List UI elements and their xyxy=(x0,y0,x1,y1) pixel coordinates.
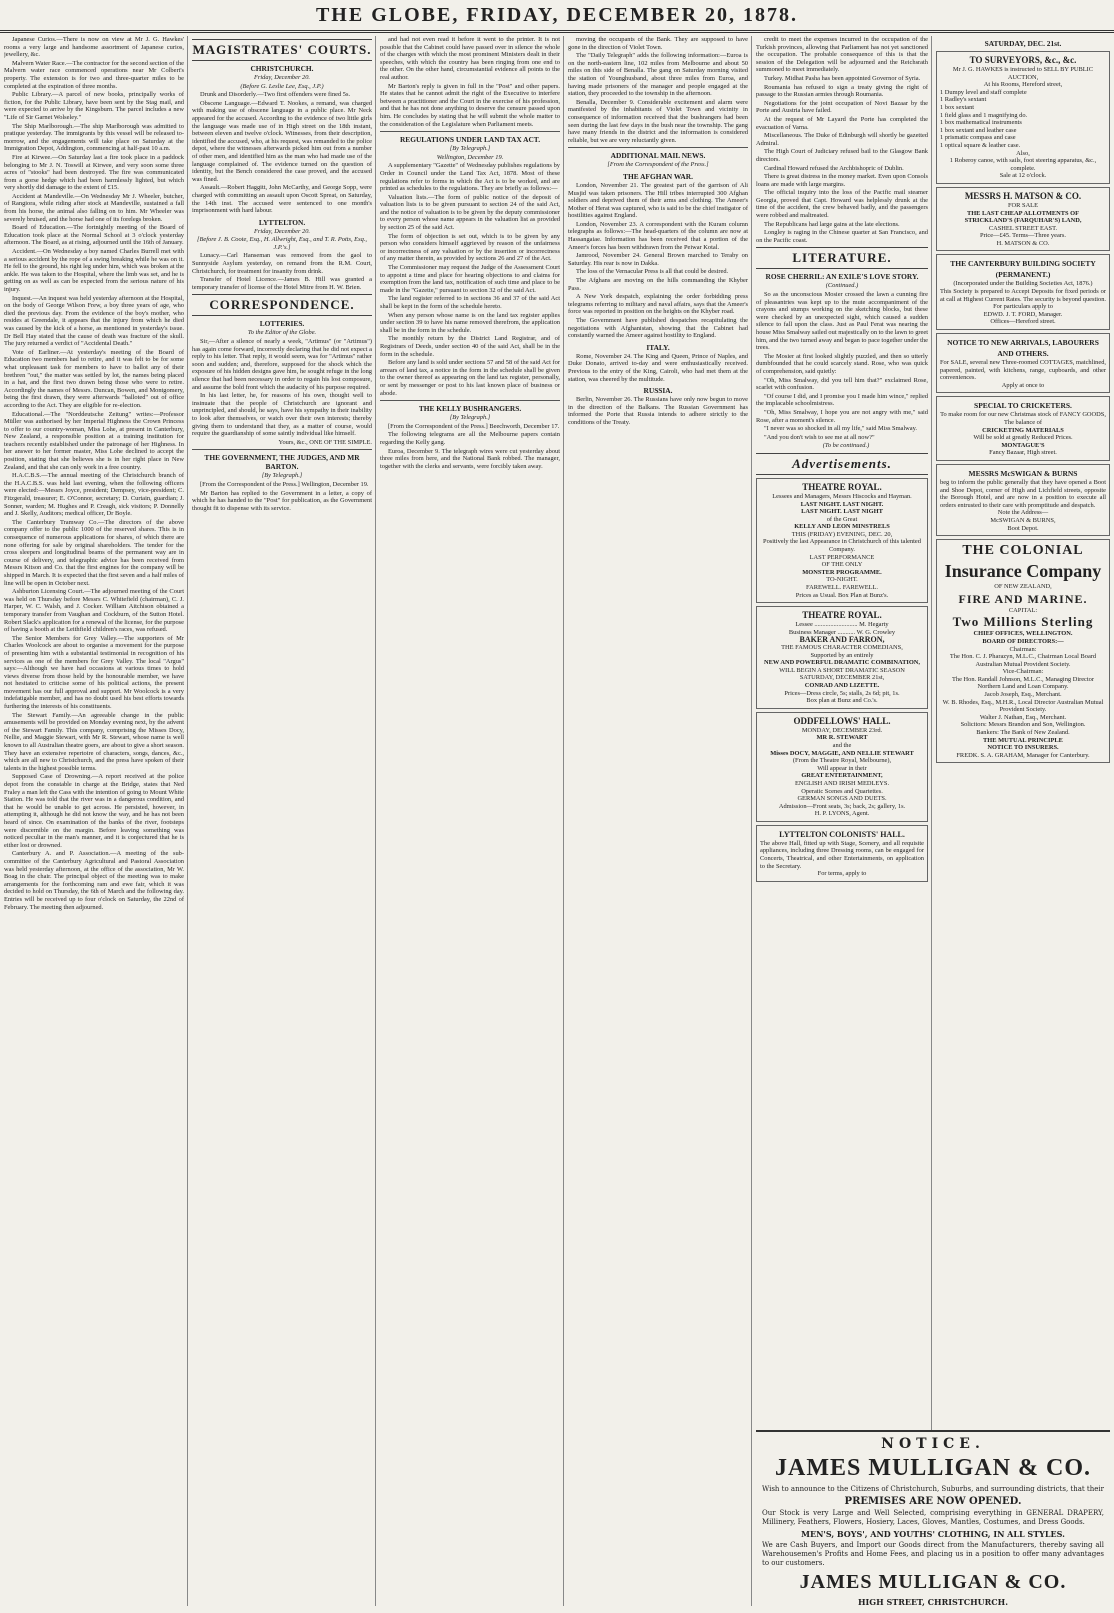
ad-line: 1 optical square & leather case. xyxy=(940,141,1021,149)
ad-line: and the xyxy=(832,741,852,749)
news-paragraph: The loss of the Vernacular Press is all that could be desired. xyxy=(576,268,729,276)
news-paragraph: Inquest.—An inquest was held yesterday afternoon at the Hospital, on the body of George Wilson Frew, a boy three years of age, who died the previous day. From the evidence of the boy's mother, who resides at Greendale, it appears that the injury from which he died was caused by the kick of a horse, as mentioned in yesterday's issue. Dr Bell Hay stated that the cause of death was fracture of the skull. The jury returned a verdict of "Accidental Death." xyxy=(4,294,184,348)
sub-heading: LYTTELTON. xyxy=(258,217,306,227)
ad-line: Business Manager ........... W. G. Crowley xyxy=(788,628,896,636)
sub-heading: THE GOVERNMENT, THE JUDGES, AND MR BARTON. xyxy=(204,453,360,472)
masthead: THE GLOBE, FRIDAY, DECEMBER 20, 1878. xyxy=(0,0,1114,33)
ad-line: THE LAST CHEAP ALLOTMENTS OF xyxy=(966,209,1080,217)
ad-line: Supported by an entirely xyxy=(810,651,874,659)
cricketers-ad xyxy=(936,396,1110,461)
column-6 xyxy=(936,36,1110,1426)
byline: [From the Correspondent of the Press.] xyxy=(607,161,709,169)
ad-line: BAKER AND FARRON, xyxy=(799,635,885,645)
ad-line: Chairman: xyxy=(1009,645,1037,653)
divider xyxy=(380,400,560,401)
ad-line: The above Hall, fitted up with Stage, Scenery, and all requisite appliances, including three Dressing rooms, can be engaged for Concerts, Theatrical, and other Entertainments, on application to the Secretary. xyxy=(760,839,924,870)
ad-line: THIS (FRIDAY) EVENING, DEC. 20, xyxy=(791,530,893,538)
ad-line: 1 Radley's sextant xyxy=(940,96,987,104)
news-paragraph: credit to meet the expenses incurred in the occupation of the Turkish provinces, allowing that Parliament has not yet sanctioned the occupation. The probable consequence of this is that the session of the Delegation will be adjourned and the Reichsrath summoned to meet immediately. xyxy=(756,36,928,74)
ad-line: H. MATSON & CO. xyxy=(996,239,1050,247)
ad-title: MESSRS H. MATSON & CO. xyxy=(964,190,1082,201)
surveyors-auction-ad xyxy=(936,51,1110,184)
ad-line: Will be sold at greatly Reduced Prices. xyxy=(973,434,1073,442)
bench-line: (Before G. Leslie Lee, Esq., J.P.) xyxy=(240,82,324,90)
ad-line: THE FAMOUS CHARACTER COMEDIANS, xyxy=(781,644,903,651)
dateline: Wellington, December 19. xyxy=(436,153,504,161)
ad-line: McSWIGAN & BURNS, xyxy=(990,516,1056,524)
ad-line: Misses DOCY, MAGGIE, AND NELLIE STEWART xyxy=(770,749,914,757)
ad-line: Jacob Joseph, Esq., Merchant. xyxy=(984,691,1062,699)
news-paragraph: Public Library.—A parcel of new books, principally works of fiction, for the Public Library, have been sent by the Stag mail, and were expected to arrive by the Kingsburn. The parcel includes a new "Life of Sir Garnet Wolseley." xyxy=(4,91,184,121)
ad-firm-name: JAMES MULLIGAN & CO. xyxy=(774,1455,1091,1481)
column-2 xyxy=(192,36,372,1604)
theatre-royal-ad xyxy=(756,478,928,603)
news-paragraph: Canterbury A. and P. Association.—A meeting of the sub-committee of the Canterbury Agricultural and Pastoral Association was held yesterday afternoon, at the office of the association, Mr W. Boag in the chair. The principal object of the meeting was to make arrangements for the forthcoming ram and ewe fair, which it was decided to hold on Thursday, the 6th of March and the following day. Entries will be received up to four o'clock on Saturday, the 22nd of February. The meeting then adjourned. xyxy=(4,850,184,911)
column-rule xyxy=(375,36,376,1606)
dateline: Friday, December 20. xyxy=(253,74,311,81)
story-paragraph: "I never was so shocked in all my life," said Miss Smalway. xyxy=(764,425,918,433)
ad-clothing: MEN'S, BOYS', AND YOUTHS' CLOTHING, IN ALL STYLES. xyxy=(801,1529,1065,1539)
theatre-royal-ad-2 xyxy=(756,606,928,709)
ad-line: OF NEW ZEALAND, xyxy=(994,583,1052,591)
ad-title: THEATRE ROYAL. xyxy=(802,481,882,492)
letter-signature: Yours, &c., ONE OF THE SIMPLE. xyxy=(278,438,372,446)
ad-line: Mr J. G. HAWKES is instructed to SELL BY PUBLIC AUCTION, xyxy=(952,66,1094,81)
ad-line: (From the Theatre Royal, Melbourne), xyxy=(792,757,892,765)
news-paragraph: Educational.—The "Norddeutsche Zeitung" writes:—Professor Müller was authorised by her Imperial Highness the Crown Princess to offer to our country-woman, Miss Lohe, at present in Canterbury, New Zealand, a responsible position at a training institution for teachers recently established under the patronage of her Highness. In her answer to her former master, Miss Lohe declined to accept the position, stating that she believes she is in her right place in New Zealand, and that she can only work in a free country. xyxy=(4,410,184,471)
news-paragraph: The "Daily Telegraph" adds the following information:—Euroa is on the north-eastern line, 102 miles from Melbourne and about 50 miles on this side of Benalla. The gang on Saturday morning visited the station of Younghusband, about three miles from Euroa, and having made prisoners of the manager and people engaged at the station, they proceeded to the township in the afternoon. xyxy=(568,52,748,98)
story-paragraph: "Of course I did, and I promise you I made him wince," replied the implacable schoolmistress. xyxy=(756,392,928,408)
news-paragraph: [From the Correspondent of the Press.] Beechworth, December 17. xyxy=(388,422,560,430)
news-paragraph: moving the occupants of the Bank. They are supposed to have gone in the direction of Violet Town. xyxy=(568,36,748,51)
news-paragraph: When any person whose name is on the land tax register applies under section 39 to have his name removed therefrom, the application shall be in the form in the schedule. xyxy=(380,311,560,334)
ad-notice-heading: NOTICE. xyxy=(881,1436,985,1452)
divider xyxy=(192,449,372,450)
ad-line: of the Great xyxy=(826,515,858,523)
ad-line: For terms, apply to xyxy=(817,870,867,878)
news-paragraph: A supplementary "Gazette" of Wednesday publishes regulations by Order in Council under the Land Tax Act, 1878. Most of these regulations refer to forms in which the Act is to be worked, and are printed as schedules to the regulations. They are briefly as follows:— xyxy=(380,162,560,193)
news-paragraph: There is great distress in the money market. Even upon Consols loans are made with large margins. xyxy=(756,173,928,188)
ad-line: CHIEF OFFICES, WELLINGTON. xyxy=(973,630,1073,638)
salutation: To the Editor of the Globe. xyxy=(247,329,317,337)
news-paragraph: Vote of Earliner.—At yesterday's meeting of the Board of Education two members had to retire, and it was felt to be for some what unpleasant task for members to have to ballot any of their brethren "out," the matter was settled by lot, the names being placed in a hat, and the first two drawn being those who were to retire. Accordingly the names of Messrs. Duncan, Bowen, and Montgomery, being the first drawn, they were afterwards "balloted" out of office according to the Act. They are eligible for re-election. xyxy=(4,348,184,409)
news-paragraph: Longley is raging in the Chinese quarter at San Francisco, and on the Pacific coast. xyxy=(756,229,928,244)
ad-line: Lessee ........................... M. Hegarty xyxy=(795,621,889,629)
ad-title: LYTTELTON COLONISTS' HALL. xyxy=(779,829,905,839)
building-society-ad xyxy=(936,254,1110,330)
ad-title: ODDFELLOWS' HALL. xyxy=(793,715,891,726)
section-heading: MAGISTRATES' COURTS. xyxy=(192,39,372,61)
column-rule xyxy=(931,36,932,1606)
ad-line: W. B. Rhodes, Esq., M.H.R., Local Director Australian Mutual Provident Society. xyxy=(942,698,1104,714)
news-paragraph: Mr Barton has replied to the Government in a letter, a copy of which he has handed to the "Post" for publication, as the Government thought fit to dispense with its service. xyxy=(192,489,372,512)
ad-title: SPECIAL TO CRICKETERS. xyxy=(974,401,1072,411)
ad-line: Solicitors: Messrs Brandon and Son, Wellington. xyxy=(960,721,1086,729)
sub-heading: ADDITIONAL MAIL NEWS. xyxy=(610,151,706,161)
news-paragraph: Turkey. Midhat Pasha has been appointed Governor of Syria. xyxy=(764,74,921,82)
ad-line: MONTAGUE'S xyxy=(1001,441,1045,449)
ad-line: 1 prismatic compass and case xyxy=(940,134,1016,142)
news-paragraph: Ashburton Licensing Court.—The adjourned meeting of the Court was held on Thursday before Messrs C. Whitefield (chairman), C. J. Harper, W. C. Walsh, and J. Cocker. William Aitchison obtained a temporary transfer from Vaughan and Cockburn, of the Sutton Hotel. Robert Slack's application for a renewal of the license, for the purpose of having a booth at the Leithfield children's races, was refused. xyxy=(4,588,184,634)
ad-line: TO-NIGHT. xyxy=(826,576,858,584)
news-paragraph: The High Court of Judiciary refused bail to the Glasgow Bank directors. xyxy=(756,148,928,163)
column-rule xyxy=(187,36,188,1606)
ad-line: MONSTER PROGRAMME. xyxy=(802,568,882,576)
ad-line: WILL BEGIN A SHORT DRAMATIC SEASON xyxy=(779,666,905,674)
story-paragraph: "Oh, Miss Smalway, I hope you are not angry with me," said Rose, after a moment's silence. xyxy=(756,408,928,424)
ad-line: Sale at 12 o'clock. xyxy=(999,172,1047,180)
letter-paragraph: Sir,—After a silence of nearly a week, "Artimus" (or "Artimus") has again come forward, incorrectly declaring that he did not expect a reply to his letter. That reply, it would seem, was for "Artimus" rather soon and sudden; and, therefore, supposed for the shock which the exposure of his hidden designs gave him, he sought refuge in the long silence that had been necessary in order to regain his lost composure, and assume the bold front which the audacity of his purpose required. xyxy=(192,338,372,391)
ad-firm-name-footer: JAMES MULLIGAN & CO. xyxy=(799,1571,1067,1593)
news-paragraph: At the request of Mr Layard the Porte has completed the evacuation of Varna. xyxy=(756,115,928,131)
ad-line: EDWD. J. T. FORD, Manager. xyxy=(983,310,1063,318)
story-title: ROSE CHERRIL: AN EXILE'S LOVE STORY. xyxy=(765,272,919,282)
ad-line: NOTICE TO INSURERS. xyxy=(987,744,1059,752)
dateline: Friday, December 20. xyxy=(253,227,311,235)
ad-line: The Hon. Randall Johnson, M.L.C., Managing Director Northern Land and Loan Company. xyxy=(952,675,1094,691)
news-paragraph: Accident at Mandeville.—On Wednesday Mr J. Wheeler, butcher, of Rangiora, while riding after stock at Mandeville, sustained a fall from his horse, the animal also falling on to him. Mr Wheeler was severely bruised, and the horse had one of its forelegs broken. xyxy=(4,192,184,223)
news-paragraph: The monthly return by the District Land Registrar, and of Registrars of Deeds, under section 40 of the said Act, shall be in the form in the schedule. xyxy=(380,335,560,358)
ad-line: Walter J. Nathan, Esq., Merchant. xyxy=(979,713,1067,721)
ad-line: THE MUTUAL PRINCIPLE xyxy=(983,736,1063,744)
ad-line: For particulars apply to xyxy=(993,303,1053,311)
news-paragraph: and had not even read it before it went to the printer. It is not possible that the Cabinet could have passed over in silence the whole of the charges with which the most prominent Ministers dealt in their speeches, with which the country has been ringing from one end to the other. On the other hand, circumstantial evidence all points to the real author. xyxy=(380,36,560,81)
ad-line: The Hon. C. J. Pharazyn, M.L.C., Chairman Local Board Australian Mutual Provident Society. xyxy=(949,653,1097,668)
ad-line: Admission—Front seats, 3s; back, 2s; gallery, 1s. xyxy=(778,802,906,810)
news-paragraph: Roumania has refused to sign a treaty giving the right of passage to the Russian armies through Roumania. xyxy=(756,83,928,99)
story-paragraph: "Oh, Miss Smalway, did you tell him that?" exclaimed Rose, scarlet with confusion. xyxy=(756,376,928,392)
news-paragraph: Transfer of Hotel Licence.—James B. Hill was granted a temporary transfer of license of the Hotel Mitre from H. W. Brien. xyxy=(192,276,372,291)
byline: [By Telegraph.] xyxy=(449,145,491,153)
ad-line: H. P. LYONS, Agent. xyxy=(814,810,870,818)
ad-line: 1 Roberoy canoe, with sails, foot steering apparatus, &c., complete. xyxy=(949,157,1097,172)
ad-line: 1 box mathematical instruments xyxy=(940,119,1022,127)
ad-line: Vice-Chairman: xyxy=(1002,668,1044,676)
ad-line: Price—£45. Terms—Three years. xyxy=(979,232,1067,240)
news-paragraph: The Stewart Family.—An agreeable change in the public amusements will be provided on Monday evening next, by the advent of the Stewart Family. This company, comprising the Misses Docy, Nellie, and Maggie Stewart, with Mr R. Stewart, whose name is well known to all Australian theatre goers, are about to give a short season. They have an extensive repertoire of characters, songs, dances, &c., which are all new to Christchurch, and the press have spoken of their talents in the highest possible terms. xyxy=(4,711,184,772)
colonists-hall-ad xyxy=(756,825,928,882)
ad-line: FAREWELL. FAREWELL. xyxy=(806,584,878,592)
bench-line: [Before J. B. Coote, Esq., H. Allwright, Esq., and T. R. Potts, Esq., J.P.'s.] xyxy=(197,236,367,251)
sub-heading: THE AFGHAN WAR. xyxy=(623,171,693,181)
ad-line: CASHEL STREET EAST. xyxy=(988,224,1058,232)
ad-title: MESSRS McSWIGAN & BURNS xyxy=(968,468,1078,478)
news-paragraph: The Ship Marlborough.—The ship Marlborough was admitted to pratique yesterday. The immigrants by this vessel will be released to-morrow, and the engagements will take place on Saturday at the Immigration Depot, Addington, commencing at half-past 10 a.m. xyxy=(4,122,184,153)
news-paragraph: Euroa, December 9. The telegraph wires were cut yesterday about three miles from here, and the National Bank robbed. The manager, together with the clerks and servants, were forcibly taken away. xyxy=(380,447,560,470)
ad-line: CONRAD AND LIZETTE. xyxy=(804,681,880,689)
column-rule xyxy=(563,36,564,1606)
ad-line: This Society is prepared to Accept Deposits for fixed periods or at call at Highest Current Rates. The security is beyond question. xyxy=(940,288,1107,303)
ad-line: For SALE, several new Three-roomed COTTAGES, matchlined, papered, painted, with kitchens, range, cupboards, and other conveniences. xyxy=(940,359,1106,382)
news-paragraph: The official inquiry into the loss of the Pacific mail steamer Georgia, proved that Capt. Howard was helplessly drunk at the time of the accident, the crew behaved badly, and the passengers were robbed and maltreated. xyxy=(756,189,928,220)
ad-line: KELLY AND LEON MINSTRELS xyxy=(794,523,890,531)
ad-line: At his Rooms, Hereford street, xyxy=(983,81,1063,89)
ad-line: FOR SALE xyxy=(1007,201,1038,209)
ad-line: The balance of xyxy=(1004,419,1042,426)
news-paragraph: Berlin, November 26. The Russians have only now begun to move in the direction of the Balkans. The Russian Government has informed the Porte that Russia intends to adhere strictly to the conditions of the Treaty. xyxy=(568,396,748,426)
ad-line: Boot Depot. xyxy=(1007,524,1039,532)
ad-title: NOTICE TO NEW ARRIVALS, LABOURERS AND OTHERS. xyxy=(947,338,1099,359)
news-paragraph: Japanese Curios.—There is now on view at Mr J. G. Hawkes' rooms a very large and handsome assortment of Japanese curios, jewellery, &c. xyxy=(4,36,184,59)
oddfellows-hall-ad xyxy=(756,712,928,822)
news-paragraph: The form of objection is set out, which is to be given by any person who considers himself aggrieved by reason of the unfairness or incorrectness of any valuation or by the insertion or incorrectness of any matter therein, as provided by sections 26 and 27 of the Act. xyxy=(380,232,560,263)
ad-line: We are Cash Buyers, and Import our Goods direct from the Manufacturers, thereby saving all Warehousemen's Profits and Home Fees, and placing us in a position to offer many advantages to our customers. xyxy=(762,1541,1104,1567)
story-paragraph: So as the unconscious Mosier crossed the lawn a cunning fire of pleasantries was kept up to the mute accompaniment of the crayons and stumps working on the sketching blocks, but these were checked by an unexpected sight, which caused a sudden silence to fall upon the class. Just as Paul Ferat was nearing the house Miss Smalway sailed out majestically on to the lawn to greet him, and the two turned away and began to pace together under the trees. xyxy=(756,291,928,352)
ad-title: TO SURVEYORS, &c., &c. xyxy=(969,55,1077,65)
news-paragraph: Jamrood, November 24. General Brown marched to Teraby on Saturday. His rear is now in Dakka. xyxy=(568,252,748,267)
ad-line: 1 field glass and 1 magnifying do. xyxy=(940,111,1028,119)
news-paragraph: Cardinal Howard refused the Archbishopric of Dublin. xyxy=(764,164,904,172)
ad-line: OF THE ONLY xyxy=(821,561,863,569)
story-continued-note: (To be continued.) xyxy=(822,442,870,450)
news-paragraph: Obscene Language.—Edward T. Nookes, a remand, was charged with making use of obscene language in a public place. Mr Neck appeared for the accused. According to the evidence of two little girls the language was made use of in High street on the 18th instant, between eleven and twelve o'clock. Witnesses, from their description, identified the accused, who, at his request, was remanded to the police depot, where the witnesses afterwards picked him out from a number of other men, and identified him as the man who had made use of the language complained of. The evidence turned on the question of identity, but the Bench considered the case proved, and the accused was fined. xyxy=(192,99,372,183)
news-paragraph: Miscellaneous. The Duke of Edinburgh will shortly be gazetted Admiral. xyxy=(756,132,928,147)
sub-heading: REGULATIONS UNDER LAND TAX ACT. xyxy=(399,135,541,145)
column-rule xyxy=(751,36,752,1606)
ad-line: LAST NIGHT. LAST NIGHT. xyxy=(800,500,884,508)
ad-line: MR R. STEWART xyxy=(816,734,868,742)
ad-line: MONDAY, DECEMBER 23rd. xyxy=(801,726,883,734)
ad-line: To make room for our new Christmas stock of FANCY GOODS, xyxy=(940,411,1106,419)
news-paragraph: Valuation lists.—The form of public notice of the deposit of valuation lists is to be given pursuant to section 24 of the said Act, and the notice of valuation is to be given by the deputy commissioner to every person whose name appears in the valuation list as provided by section 25 of the said Act. xyxy=(380,193,560,232)
advertisements-heading: Advertisements. xyxy=(756,453,928,475)
cottages-ad xyxy=(936,333,1110,393)
news-paragraph: Benalla, December 9. Considerable excitement and alarm were manifested by the inhabitants of Violet Town and vicinity in consequence of information received that the bushrangers had been seen during the last few days in the bush near the township. The gang have many friends in the district and the information is considered reliable, but we are very reluctantly given. xyxy=(568,98,748,144)
ad-capital: Two Millions Sterling xyxy=(952,614,1094,630)
news-paragraph: The Government have published despatches recapitulating the negotiations with Afghanistan, showing that the Cabinet had constantly warned the Ameer against hostility to England. xyxy=(568,317,748,340)
news-paragraph: Malvern Water Race.—The contractor for the second section of the Malvern water race commenced operations near Mr Colbert's property. The extension is for two and three-quarter miles to be completed at the expiration of three months. xyxy=(4,59,184,90)
ad-line: Positively the last Appearance in Christchurch of this talented Company. xyxy=(763,538,921,554)
ad-premises: PREMISES ARE NOW OPENED. xyxy=(844,1496,1022,1507)
sub-heading: THE KELLY BUSHRANGERS. xyxy=(418,404,522,414)
ad-line: Offices—Hereford street. xyxy=(990,318,1056,326)
news-paragraph: The Canterbury Tramway Co.—The directors of the above company offer to the public 1000 of the reserved shares. This is in consequence of numerous applications for shares, of which there are none offering for sale by original shareholders. The tender for the cross sleepers and longitudinal beams of the permanent way are in course of delivery, and telegraphic advice has been received from Messrs Kitson and Co. that the first engines for the company will be shipped in March. It is expected that the first seven and a half miles of line will be open in October next. xyxy=(4,518,184,587)
column-5 xyxy=(756,36,928,1426)
ad-title: Insurance Company xyxy=(944,561,1102,582)
column-4 xyxy=(568,36,748,1604)
news-paragraph: [From the Correspondent of the Press.] Wellington, December 19. xyxy=(200,480,369,488)
ad-line: STRICKLAND'S (FARQUHAR'S) LAND, xyxy=(964,217,1082,225)
column-3 xyxy=(380,36,560,1604)
ad-line: Will appear in their xyxy=(817,764,867,772)
news-paragraph: Supposed Case of Drowning.—A report received at the police depot from the constable in charge at the Bridge, states that Ned Fraley a man left the Cass with the intention of going to Mount White Station. He was told that the river was in a dangerous condition, and that he would be unable to get across. He persisted, however, in attempting it, although he did not know the way, and he has not been heard of since. On examination of the banks of the river, footsteps were discernible on the margin. Before leaving something was noticed peculiar in the man's manner, and it is conjectured that he is either lost or drowned. xyxy=(4,773,184,849)
ad-line: Note the Address— xyxy=(997,509,1049,517)
news-paragraph: London, November 21. The greatest part of the garrison of Ali Musjid was taken prisoners. The Hill tribes interrupted 300 Afghan soldiers and deprived them of their arms and clothing. The Ameer's Mother of Herat was captured, who is said to be the chief instigator of hostilities against England. xyxy=(568,181,748,220)
ad-line: beg to inform the public generally that they have opened a Boot and Shoe Depot, corner of High and Lichfield streets, opposite the Borough Hotel, and are now in a position to execute all orders entrusted to their care with promptitude and despatch. xyxy=(940,478,1106,509)
ad-line: CAPITAL: xyxy=(1008,606,1038,614)
news-paragraph: Accident.—On Wednesday a boy named Charles Burrell met with a serious accident by the rope of a swing breaking while he was on it. He fell to the ground, his right leg under him, which was broken at the ankle. He was taken to the Hospital, where the limb was set, and he is getting on as well as can be expected from the serious nature of his injury. xyxy=(4,248,184,293)
ad-line: BOARD OF DIRECTORS:— xyxy=(982,637,1064,645)
ad-line: Lessees and Managers, Messrs Hiscocks and Hayman. xyxy=(772,492,912,500)
ad-line: GREAT ENTERTAINMENT, xyxy=(801,772,883,780)
sub-heading: ITALY. xyxy=(646,342,670,352)
column-1 xyxy=(4,36,184,1604)
story-paragraph: The Mosier at first looked slightly puzzled, and then so utterly dumbfounded that he could scarcely stand. Rose, who was quick of comprehension, said quietly: xyxy=(756,352,928,375)
news-paragraph: London, November 23. A correspondent with the Kuram column telegraphs as follows:—The head-quarters of the column are now at Hassangaiae. Information has been received that a portion of the Ameer's forces has been withdrawn from the Peiwar Kotal. xyxy=(568,220,748,251)
news-paragraph: Before any land is sold under sections 57 and 58 of the said Act for arrears of land tax, a notice in the form in the schedule shall be given to the owner thereof as appearing on the land tax register, personally, or sent by messenger or post to his last known place of business or abode. xyxy=(380,359,560,397)
news-paragraph: Board of Education.—The fortnightly meeting of the Board of Education took place at the Normal School at 3 o'clock yesterday afternoon. The Board, as at rising, adjourned until the 16th of January. xyxy=(4,224,184,247)
section-heading: LITERATURE. xyxy=(756,247,928,269)
ad-subtitle: FIRE AND MARINE. xyxy=(958,591,1088,606)
news-paragraph: Drunk and Disorderly.—Two first offenders were fined 5s. xyxy=(200,91,351,99)
ad-address: HIGH STREET, CHRISTCHURCH. xyxy=(857,1597,1008,1607)
news-paragraph: The following telegrams are all the Melbourne papers contain regarding the Kelly gang. xyxy=(380,431,560,446)
news-paragraph: The Republicans had large gains at the late elections. xyxy=(764,220,900,228)
ad-line: FREDK. S. A. GRAHAM, Manager for Canterbury. xyxy=(956,751,1090,759)
ad-title: THE COLONIAL xyxy=(962,543,1084,559)
ad-line: 1 Dumpy level and staff complete xyxy=(940,88,1027,96)
ad-line: Prices—Dress circle, 5s; stalls, 2s 6d; pit, 1s. xyxy=(784,689,900,697)
ad-line: Box plan at Bunz and Co.'s. xyxy=(806,697,878,705)
ad-line: Also, xyxy=(1016,149,1030,157)
story-continued: (Continued.) xyxy=(825,282,859,290)
mulligan-notice-ad xyxy=(756,1430,1110,1610)
news-paragraph: The Commissioner may request the Judge of the Assessment Court to appoint a time and place for hearing objections to and claims for exemption from the land tax, notification of such time and place to be made in the "Gazette," pursuant to section 32 of the said Act. xyxy=(380,264,560,294)
ad-line: NEW AND POWERFUL DRAMATIC COMBINATION, xyxy=(763,659,921,667)
byline: [By Telegraph.] xyxy=(449,414,491,422)
sub-heading: LOTTERIES. xyxy=(259,319,305,329)
ad-line: Apply at once to xyxy=(1001,381,1045,389)
ad-line: Operatic Scenes and Quartettes. xyxy=(801,787,883,795)
ad-line: LAST PERFORMANCE xyxy=(809,553,875,561)
ad-line: CRICKETING MATERIALS xyxy=(982,426,1064,434)
news-paragraph: Assault.—Robert Haggitt, John McCarthy, and George Sopp, were charged with committing an assault upon Oscott Spreat, on Saturday, the 14th inst. The accused were sentenced to one month's imprisonment with hard labour. xyxy=(192,184,372,215)
ad-title: THEATRE ROYAL. xyxy=(802,610,882,621)
ad-line: GERMAN SONGS AND DUETS. xyxy=(797,795,887,803)
sub-heading: CHRISTCHURCH. xyxy=(250,64,314,73)
matson-land-ad xyxy=(936,187,1110,252)
boot-depot-ad xyxy=(936,464,1110,536)
divider xyxy=(380,131,560,132)
byline: [By Telegraph.] xyxy=(261,472,303,480)
news-paragraph: The Senior Members for Grey Valley.—The supporters of Mr Charles Woolcock are about to organise a movement for the purpose of presenting him with a substantial testimonial in recognition of his services as one of the members for Grey Valley. The local "Argus" says:—Although we have had occasions at various times to hold views diverse from those held by the honourable member, we have not hesitated to criticise some of his political actions, the present movement has our full approval and support. Mr Woolcock is a very indefatigable member, and has no doubt used his best efforts towards furthering the interests of his constituents. xyxy=(4,634,184,711)
news-paragraph: Mr Barton's reply is given in full in the "Post" and other papers. He states that he cannot admit the right of the Executive to interfere between a practitioner and the Court in the exercise of his profession, and that he has not done anything to deserve the censure passed upon him. He concludes by stating that he will submit the whole matter to the consideration of the Legislature when Parliament meets. xyxy=(380,82,560,128)
divider xyxy=(568,147,748,148)
ad-line: 1 box sextant and leather case xyxy=(940,126,1017,134)
ad-line: Prices as Usual. Box Plan at Bunz's. xyxy=(795,591,889,599)
news-paragraph: Rome, November 24. The King and Queen, Prince of Naples, and Duke Donato, arrived to-day and were enthusiastically received. Previous to the entry of the King, Cairoli, who had met them at the station, was cheered by the multitude. xyxy=(568,352,748,383)
section-heading: CORRESPONDENCE. xyxy=(192,294,372,316)
news-paragraph: Fire at Kirwee.—On Saturday last a fire took place in a paddock belonging to Mr J. N. Toswill at Kirwee, and very soon some three acres of "stooks" had been destroyed. The fire was communicated from a gorse hedge which had been harmlessly lighted, but which very shortly did damage to the extent of £15. xyxy=(4,153,184,192)
news-paragraph: The Afghans are moving on the hills commanding the Khyber Pass. xyxy=(568,277,748,292)
news-paragraph: A New York despatch, explaining the order forbidding press telegrams referring to military and naval affairs, says that the Ameer's force was reported in position on the heights on the Khyber road. xyxy=(568,293,748,316)
ad-line: (Incorporated under the Building Societies Act, 1876.) xyxy=(953,280,1093,288)
news-paragraph: Negotiations for the joint occupation of Novi Bazaar by the Porte and Austria have failed. xyxy=(756,99,928,115)
news-paragraph: The land register referred to in sections 36 and 37 of the said Act shall be kept in the form of the schedule hereto. xyxy=(380,295,560,310)
news-paragraph: H.A.C.B.S.—The annual meeting of the Christchurch branch of the H.A.C.B.S. was held last evening, when the following officers were elected:—Messrs Joyce, president; Dempsey, vice-president; C. Fitzgerald, treasurer; E. O'Connor, secretary; D. Curtain, guardian; J. Sonner, warden; M. Hughes and P. Creagh, sick visitors; P. Donnelly and J. Skelly, Auditors; medical officer, Dr Boyle. xyxy=(4,472,184,518)
letter-paragraph: In his last letter, he, for reasons of his own, thought well to insinuate that the people of Christchurch are ignorant and unprincipled, and should, he says, have his sympathy in their inability to look after themselves, or watch over their own interests; thereby giving them to understand that they, as a matter of course, would require the guardianship of some saintly individual like himself. xyxy=(192,392,372,438)
story-paragraph: "And you don't wish to see me at all now?" xyxy=(764,433,875,441)
ad-line: Wish to announce to the Citizens of Christchurch, Suburbs, and surrounding districts, that their xyxy=(762,1485,1104,1493)
ad-line: Fancy Bazaar, High street. xyxy=(989,449,1057,457)
ad-title: THE CANTERBURY BUILDING SOCIETY (PERMANENT.) xyxy=(950,259,1096,280)
ad-line: LAST NIGHT. LAST NIGHT xyxy=(801,508,883,516)
ad-line: SATURDAY, DECEMBER 21st, xyxy=(799,674,885,682)
ad-date: SATURDAY, DEC. 21st. xyxy=(984,39,1062,48)
ad-line: 1 box sextant xyxy=(940,103,975,111)
ad-line: Bankers: The Bank of New Zealand. xyxy=(976,729,1070,737)
colonial-insurance-ad xyxy=(936,539,1110,763)
ad-line: ENGLISH AND IRISH MEDLEYS. xyxy=(794,779,890,787)
ad-line: Our Stock is very Large and Well Selected, comprising everything in GENERAL DRAPERY, Millinery, Feathers, Flowers, Hosiery, Laces, Gloves, Mantles, Costumes, and Dress Goods. xyxy=(762,1509,1104,1526)
sub-heading: RUSSIA. xyxy=(643,386,673,396)
news-paragraph: Lunacy.—Carl Hanseman was removed from the gaol to Sunnyside Asylum yesterday, on remand from the R.M. Court, Christchurch, for treatment for insanity from drink. xyxy=(192,252,372,275)
